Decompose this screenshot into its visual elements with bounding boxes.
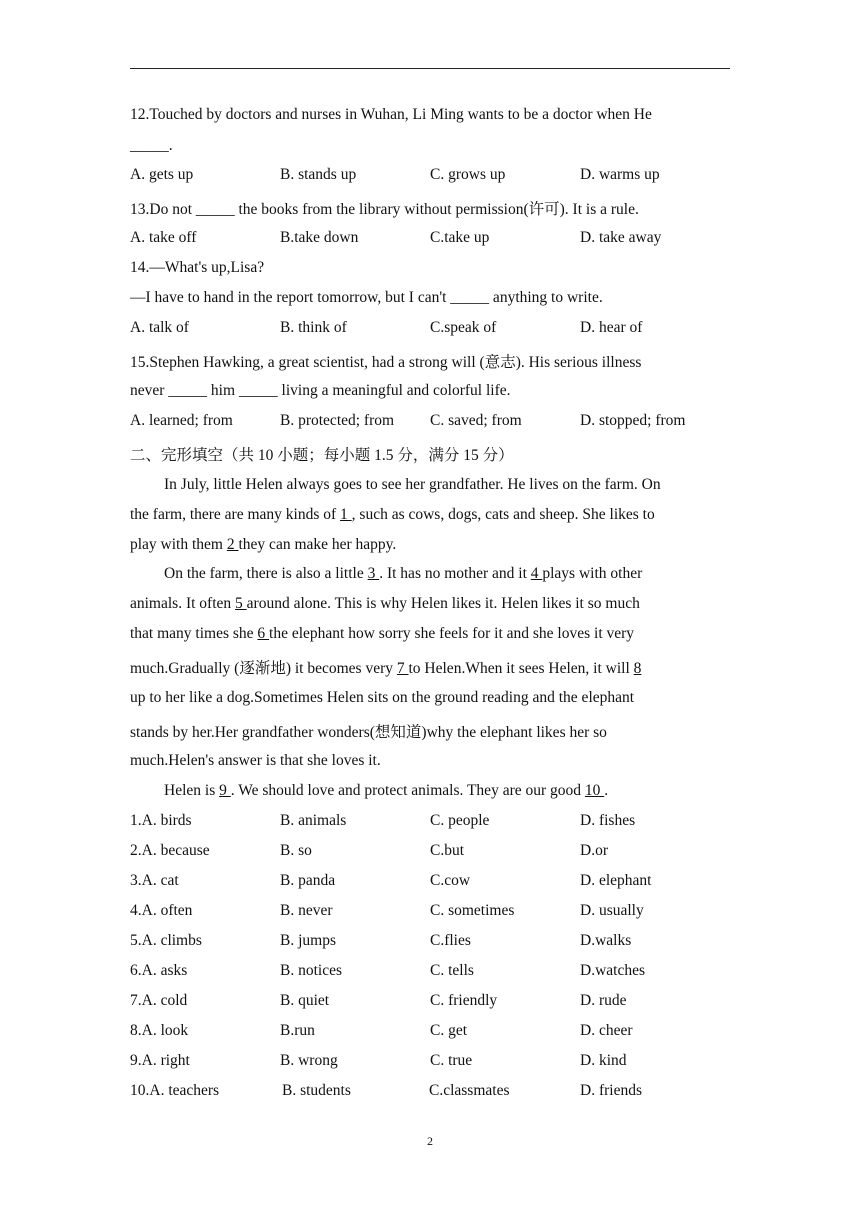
option-a: 2.A. because: [130, 842, 210, 859]
option-c: C. true: [430, 1052, 473, 1069]
passage-text: plays with other: [542, 565, 643, 582]
option-a: 8.A. look: [130, 1022, 189, 1039]
question-15-stem: 15.Stephen Hawking, a great scientist, had a strong will (意志). His serious illness: [130, 354, 642, 371]
option-b: B. quiet: [280, 992, 330, 1009]
option-d: D. friends: [580, 1082, 642, 1099]
option-d: D.walks: [580, 932, 632, 949]
blank-2: 2: [226, 536, 239, 553]
blank-8: 8: [633, 660, 642, 677]
question-14-stem: 14.—What's up,Lisa?: [130, 259, 265, 276]
option-a: 1.A. birds: [130, 812, 192, 829]
option-d: D. usually: [580, 902, 644, 919]
passage-line: [164, 565, 730, 583]
passage-text: the elephant how sorry she feels for it and she loves it very: [269, 625, 635, 642]
option-a: 4.A. often: [130, 902, 193, 919]
option-c: C. tells: [430, 962, 474, 979]
option-c: C. saved; from: [430, 412, 522, 429]
option-b: B. animals: [280, 812, 347, 829]
option-b: B. notices: [280, 962, 342, 979]
option-d: D. cheer: [580, 1022, 633, 1039]
option-a: A. gets up: [130, 166, 194, 183]
header-rule: [130, 68, 730, 69]
option-a: 10.A. teachers: [130, 1082, 220, 1099]
blank-1: 1: [340, 506, 352, 523]
blank-4: 4: [530, 565, 543, 582]
passage-line: stands by her.Her grandfather wonders(想知道)why the elephant likes her so: [130, 724, 607, 741]
passage-text: .: [604, 782, 609, 799]
option-b: B. jumps: [280, 932, 336, 949]
option-a: 5.A. climbs: [130, 932, 202, 949]
blank-3: 3: [367, 565, 380, 582]
passage-line: much.Helen's answer is that she loves it.: [130, 752, 381, 769]
option-c: C.speak of: [430, 319, 497, 336]
passage-line: [164, 782, 730, 800]
option-d: D. fishes: [580, 812, 636, 829]
blank-10: 10: [584, 782, 605, 799]
page-number: 2: [427, 1134, 433, 1148]
option-d: D. warms up: [580, 166, 660, 183]
passage-text: they can make her happy.: [238, 536, 397, 553]
option-c: C. friendly: [430, 992, 498, 1009]
blank-9: 9: [219, 782, 231, 799]
option-c: C. get: [430, 1022, 468, 1039]
option-b: B. wrong: [280, 1052, 338, 1069]
question-12-stem-cont: _____.: [130, 137, 173, 154]
option-c: C.flies: [430, 932, 471, 949]
option-d: D.or: [580, 842, 608, 859]
passage-text: the farm, there are many kinds of: [130, 506, 341, 523]
passage-line: [130, 595, 730, 613]
option-a: 7.A. cold: [130, 992, 188, 1009]
passage-line: [130, 656, 730, 678]
option-d: D. take away: [580, 229, 662, 246]
option-a: 3.A. cat: [130, 872, 179, 889]
passage-line: up to her like a dog.Sometimes Helen sits on the ground reading and the elephant: [130, 689, 635, 706]
passage-text: animals. It often: [130, 595, 236, 612]
option-b: B. so: [280, 842, 312, 859]
option-b: B.take down: [280, 229, 359, 246]
passage-text: play with them: [130, 536, 227, 553]
blank-7: 7: [396, 660, 409, 677]
passage-line: In July, little Helen always goes to see her grandfather. He lives on the farm. On: [164, 476, 661, 493]
question-14-stem-cont: —I have to hand in the report tomorrow, but I can't _____ anything to write.: [130, 289, 603, 306]
passage-text: . We should love and protect animals. They are our good: [230, 782, 585, 799]
passage-text: , such as cows, dogs, cats and sheep. She likes to: [351, 506, 655, 523]
option-c: C. grows up: [430, 166, 506, 183]
option-d: D.watches: [580, 962, 645, 979]
option-b: B. panda: [280, 872, 336, 889]
option-b: B. never: [280, 902, 333, 919]
option-d: D. elephant: [580, 872, 652, 889]
option-b: B. protected; from: [280, 412, 395, 429]
option-b: B. think of: [280, 319, 347, 336]
option-a: A. talk of: [130, 319, 189, 336]
option-c: C. people: [430, 812, 490, 829]
passage-line: [130, 536, 730, 554]
option-b: B.run: [280, 1022, 315, 1039]
option-a: A. learned; from: [130, 412, 233, 429]
blank-5: 5: [235, 595, 247, 612]
option-b: B. stands up: [280, 166, 357, 183]
passage-line: [130, 506, 730, 524]
option-a: 6.A. asks: [130, 962, 188, 979]
option-c: C.but: [430, 842, 465, 859]
passage-text: Helen is: [164, 782, 220, 799]
option-a: 9.A. right: [130, 1052, 190, 1069]
passage-line: [130, 625, 730, 643]
option-b: B. students: [282, 1082, 351, 1099]
option-c: C.cow: [430, 872, 471, 889]
option-d: D. hear of: [580, 319, 643, 336]
option-d: D. stopped; from: [580, 412, 686, 429]
passage-text: On the farm, there is also a little: [164, 565, 368, 582]
option-d: D. rude: [580, 992, 627, 1009]
passage-text: much.Gradually (逐渐地) it becomes very: [130, 660, 397, 677]
option-d: D. kind: [580, 1052, 627, 1069]
passage-text: around alone. This is why Helen likes it. Helen likes it so much: [246, 595, 640, 612]
option-c: C. sometimes: [430, 902, 515, 919]
blank-6: 6: [257, 625, 270, 642]
option-a: A. take off: [130, 229, 197, 246]
question-15-stem-cont: never _____ him _____ living a meaningful and colorful life.: [130, 382, 511, 399]
option-c: C.take up: [430, 229, 490, 246]
question-13-stem: 13.Do not _____ the books from the library without permission(许可). It is a rule.: [130, 201, 639, 218]
option-c: C.classmates: [429, 1082, 510, 1099]
passage-text: that many times she: [130, 625, 258, 642]
passage-text: . It has no mother and it: [379, 565, 531, 582]
section-heading: 二、完形填空（共 10 小题；每小题 1.5 分，满分 15 分）: [130, 447, 514, 464]
passage-text: to Helen.When it sees Helen, it will: [408, 660, 634, 677]
question-12-stem: 12.Touched by doctors and nurses in Wuhan, Li Ming wants to be a doctor when He: [130, 106, 652, 123]
